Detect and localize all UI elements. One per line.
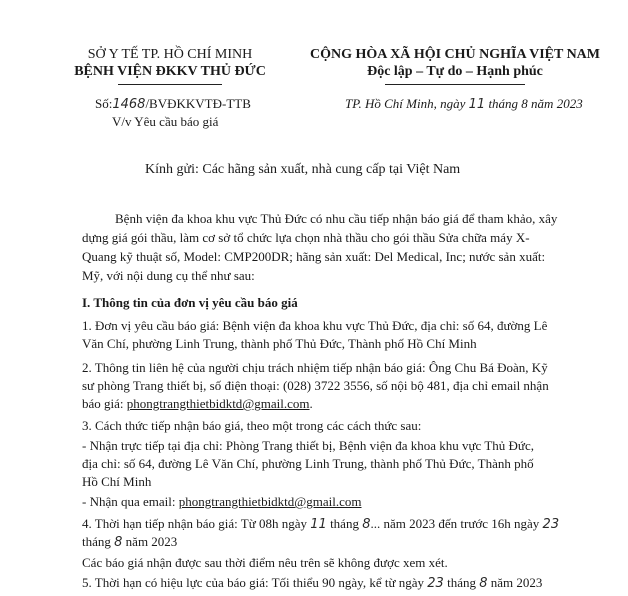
item-4-line-1 bbox=[82, 516, 559, 532]
nation-motto: Độc lập – Tự do – Hạnh phúc bbox=[367, 64, 543, 79]
item-4-line-2 bbox=[82, 534, 177, 550]
item-3-direct-line-1: - Nhận trực tiếp tại địa chỉ: Phòng Trang thiết bị, Bệnh viện đa khoa khu vực Thủ Đức, bbox=[82, 438, 534, 453]
recipient-line: Kính gửi: Các hãng sản xuất, nhà cung cấp tại Việt Nam bbox=[145, 162, 461, 177]
number-prefix: Số: bbox=[95, 96, 113, 111]
item-4-line2-prefix: tháng bbox=[82, 534, 111, 549]
email-tail: . bbox=[309, 396, 313, 411]
item-5-part1: 5. Thời hạn có hiệu lực của báo giá: Tối thiểu 90 ngày, kể từ ngày bbox=[82, 575, 425, 590]
agency-name: SỞ Y TẾ TP. HỒ CHÍ MINH bbox=[87, 47, 253, 62]
item-4-line2-suffix: năm 2023 bbox=[125, 534, 178, 549]
email-method-label: - Nhận qua email: bbox=[82, 494, 179, 509]
late-note: Các báo giá nhận được sau thời điểm nêu trên sẽ không được xem xét. bbox=[82, 555, 448, 570]
date-day-handwritten: 11 bbox=[468, 97, 486, 112]
item-5-line bbox=[82, 575, 542, 591]
item-3-email bbox=[82, 494, 362, 510]
document-number bbox=[95, 96, 251, 112]
item-4-part3: ... năm 2023 đến trước 16h ngày bbox=[370, 516, 540, 531]
item-4-part1: 4. Thời hạn tiếp nhận báo giá: Từ 08h ngày bbox=[82, 516, 308, 531]
item-1-line-2: Văn Chí, phường Linh Trung, thành phố Thủ Đức, Thành phố Hồ Chí Minh bbox=[82, 336, 477, 351]
item-3-direct-line-2: địa chỉ: số 64, đường Lê Văn Chí, phường Linh Trung, thành phố Thủ Đức, Thành phố bbox=[82, 456, 534, 471]
item-2-line-1: 2. Thông tin liên hệ của người chịu trách nhiệm tiếp nhận báo giá: Ông Chu Bá Đoàn, Kỹ bbox=[82, 360, 548, 375]
email-method-link[interactable]: phongtrangthietbidktd@gmail.com bbox=[178, 494, 362, 509]
intro-line-1: Bệnh viện đa khoa khu vực Thủ Đức có nhu cầu tiếp nhận báo giá để tham khảo, xây bbox=[115, 211, 558, 226]
item-4-month-from: 8 bbox=[362, 517, 371, 532]
intro-line-4: Mỹ, với nội dung cụ thể như sau: bbox=[82, 268, 255, 283]
item-5-part2: tháng bbox=[447, 575, 476, 590]
document-date bbox=[345, 96, 583, 112]
item-4-month-to: 8 bbox=[114, 535, 123, 550]
item-3-heading: 3. Cách thức tiếp nhận báo giá, theo một trong các cách thức sau: bbox=[82, 418, 422, 433]
email-label: báo giá: bbox=[82, 396, 127, 411]
intro-line-3: Quang kỹ thuật số, Model: CMP200DR; hãng sản xuất: Del Medical, Inc; nước sản xuất: bbox=[82, 249, 546, 264]
item-4-part2: tháng bbox=[330, 516, 359, 531]
email-link[interactable]: phongtrangthietbidktd@gmail.com bbox=[126, 396, 310, 411]
document-subject: V/v Yêu cầu báo giá bbox=[112, 114, 219, 129]
item-1-line-1: 1. Đơn vị yêu cầu báo giá: Bệnh viện đa khoa khu vực Thủ Đức, địa chỉ: số 64, đường Lê bbox=[82, 318, 548, 333]
number-handwritten: 1468 bbox=[112, 97, 146, 112]
item-2-line-3 bbox=[82, 396, 313, 412]
intro-line-2: dựng giá gói thầu, làm cơ sở tổ chức lựa chọn nhà thầu cho gói thầu Sửa chữa máy X- bbox=[82, 230, 530, 245]
number-suffix: /BVĐKKVTĐ-TTB bbox=[145, 96, 251, 111]
item-3-direct-line-3: Hồ Chí Minh bbox=[82, 474, 152, 489]
item-5-part3: năm 2023 bbox=[490, 575, 543, 590]
item-2-line-2: sư phòng Trang thiết bị, số điện thoại: (028) 3722 3556, số nội bộ 481, địa chỉ email nhận bbox=[82, 378, 549, 393]
date-prefix: TP. Hồ Chí Minh, ngày bbox=[345, 96, 466, 111]
item-5-month: 8 bbox=[479, 576, 488, 591]
item-5-day: 23 bbox=[427, 576, 444, 591]
section-1-title: I. Thông tin của đơn vị yêu cầu báo giá bbox=[82, 295, 298, 310]
item-4-day-to: 23 bbox=[542, 517, 560, 532]
motto-underline bbox=[385, 84, 525, 85]
hospital-underline bbox=[118, 84, 222, 85]
hospital-name: BỆNH VIỆN ĐKKV THỦ ĐỨC bbox=[74, 64, 266, 79]
item-4-day-from: 11 bbox=[310, 517, 327, 532]
nation-title: CỘNG HÒA XÃ HỘI CHỦ NGHĨA VIỆT NAM bbox=[309, 47, 600, 62]
date-suffix: tháng 8 năm 2023 bbox=[488, 96, 583, 111]
